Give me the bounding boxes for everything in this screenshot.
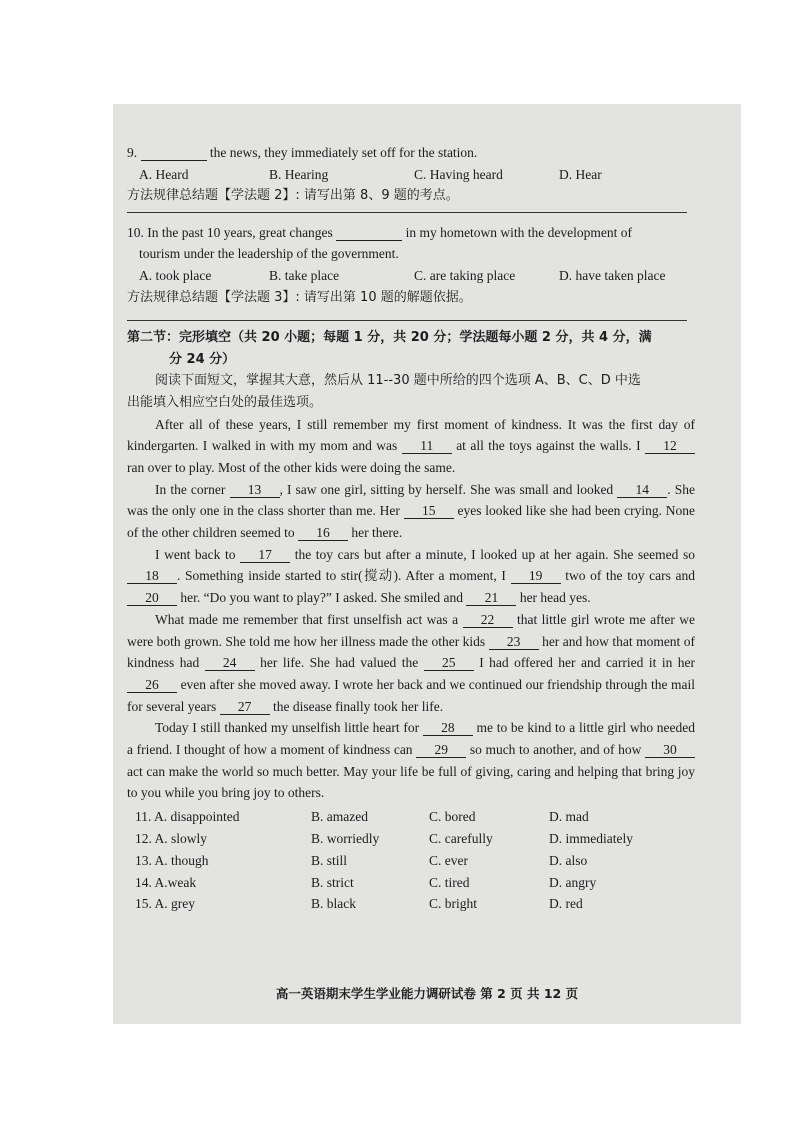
passage-text: her life. She had valued the [260, 655, 419, 671]
paragraph-2 [127, 479, 695, 544]
paragraph-4 [127, 609, 695, 718]
option-a: A. took place [139, 267, 212, 283]
method-question-3: 方法规律总结题【学法题 3】: 请写出第 10 题的解题依据。 [127, 289, 472, 305]
choice-12-c: C. carefully [429, 830, 493, 846]
method-question-2: 方法规律总结题【学法题 2】: 请写出第 8、9 题的考点。 [127, 188, 459, 204]
cloze-blank: 27 [220, 699, 270, 715]
choice-14-b: B. strict [311, 874, 354, 890]
passage-text: so much to another, and of how [469, 742, 642, 758]
passage-text: . Something inside started to stir(搅动). After a moment, I [177, 568, 506, 584]
cloze-passage [127, 414, 695, 805]
cloze-blank: 13 [230, 482, 280, 498]
question-10-options [127, 265, 695, 287]
passage-text: her and how that moment of kindness had [127, 633, 696, 671]
question-9 [127, 142, 695, 164]
answer-line [127, 212, 687, 213]
choice-14-a: 14. A.weak [135, 874, 197, 890]
answer-choices [127, 806, 695, 915]
question-10 [127, 222, 695, 244]
section-instructions: 阅读下面短文，掌握其大意，然后从 11--30 题中所给的四个选项 A、B、C、D 中选 [155, 373, 641, 389]
cloze-blank: 25 [424, 655, 474, 671]
choice-14-c: C. tired [429, 874, 470, 890]
choice-12-d: D. immediately [549, 830, 633, 846]
section-instructions-cont: 出能填入相应空白处的最佳选项。 [127, 394, 323, 410]
choice-15-d: D. red [549, 896, 583, 912]
choice-13-a: 13. A. though [135, 852, 209, 868]
question-10-line2: tourism under the leadership of the government. [139, 246, 399, 262]
passage-text: Today I still thanked my unselfish little heart for [155, 720, 420, 736]
passage-text: I had offered her and carried it in her [479, 655, 696, 671]
choice-11-d: D. mad [549, 809, 589, 825]
passage-text: that little girl wrote me after we were both grown. She told me how her illness made the other kids [127, 611, 696, 649]
question-text: the news, they immediately set off for the station. [209, 145, 478, 160]
cloze-blank: 26 [127, 677, 177, 693]
question-text: In the past 10 years, great changes [147, 224, 333, 240]
cloze-blank: 28 [423, 720, 473, 736]
option-a: A. Heard [139, 166, 189, 182]
passage-text: her there. [351, 525, 403, 541]
paragraph-5 [127, 717, 695, 804]
passage-text: two of the toy cars and [565, 568, 696, 584]
cloze-blank: 20 [127, 590, 177, 606]
cloze-blank: 16 [298, 525, 348, 541]
passage-text: her. “Do you want to play?” I asked. She smiled and [180, 590, 464, 606]
choice-11-c: C. bored [429, 809, 476, 825]
passage-text: eyes looked like she had been crying. None of the other children seemed to [127, 503, 696, 541]
choice-14-d: D. angry [549, 874, 597, 890]
exam-content [127, 142, 695, 915]
option-c: C. Having heard [414, 166, 503, 182]
passage-text: the toy cars but after a minute, I looked up at her again. She seemed so [294, 546, 695, 562]
passage-text: the disease finally took her life. [272, 698, 444, 714]
cloze-blank: 17 [240, 547, 290, 563]
question-9-options [127, 164, 695, 186]
passage-text: ran over to play. Most of the other kids were doing the same. [127, 459, 456, 475]
section-title-cont: 分 24 分） [169, 351, 236, 367]
passage-text: , I saw one girl, sitting by herself. She was small and looked [279, 481, 614, 497]
passage-text: After all of these years, I still remember my first moment of kindness. It was the first day of kindergarten. I walked in with my mom and was [127, 416, 695, 454]
cloze-blank: 14 [617, 482, 667, 498]
page-footer: 高一英语期末学生学业能力调研试卷 第 2 页 共 12 页 [275, 986, 579, 1001]
passage-text: What made me remember that first unselfish act was a [155, 611, 459, 627]
choice-13-d: D. also [549, 852, 588, 868]
option-d: D. have taken place [559, 267, 666, 283]
cloze-blank: 24 [205, 655, 255, 671]
passage-text: even after she moved away. I wrote her back and we continued our friendship through the mail for several years [127, 676, 695, 714]
paragraph-3 [127, 544, 695, 609]
answer-blank [336, 225, 402, 241]
answer-blank [141, 145, 207, 161]
passage-text: me to be kind to a little girl who needed a friend. I thought of how a moment of kindness can [127, 720, 696, 758]
cloze-blank: 21 [466, 590, 516, 606]
exam-page [113, 104, 741, 1024]
choice-13-c: C. ever [429, 852, 468, 868]
passage-text: at all the toys against the walls. I [456, 438, 641, 454]
passage-text: I went back to [155, 546, 236, 562]
cloze-blank: 15 [404, 503, 454, 519]
choice-15-a: 15. A. grey [135, 896, 195, 912]
choice-12-b: B. worriedly [311, 830, 380, 846]
choice-15-b: B. black [311, 896, 356, 912]
passage-text: In the corner [155, 481, 226, 497]
passage-text: her head yes. [519, 590, 591, 606]
cloze-blank: 19 [511, 568, 561, 584]
choice-13-b: B. still [311, 852, 348, 868]
passage-text: . She was the only one in the class shorter than me. Her [127, 481, 695, 519]
choice-11-b: B. amazed [311, 809, 368, 825]
paragraph-1 [127, 414, 695, 479]
option-c: C. are taking place [414, 267, 516, 283]
choice-11-a: 11. A. disappointed [135, 809, 240, 825]
option-b: B. Hearing [269, 166, 329, 182]
cloze-blank: 12 [645, 438, 695, 454]
section-title: 第二节：完形填空（共 20 小题；每题 1 分，共 20 分；学法题每小题 2 分，共 4 分，满 [127, 330, 652, 346]
cloze-blank: 22 [463, 612, 513, 628]
question-number: 10. [127, 224, 144, 240]
cloze-blank: 18 [127, 568, 177, 584]
passage-text: act can make the world so much better. May your life be full of giving, caring and helping that bring joy to you while you bring joy to others. [127, 763, 695, 801]
question-text-cont: in my hometown with the development of [405, 224, 633, 240]
option-b: B. take place [269, 267, 340, 283]
cloze-blank: 23 [489, 634, 539, 650]
option-d: D. Hear [559, 166, 602, 182]
cloze-blank: 30 [645, 742, 695, 758]
choice-15-c: C. bright [429, 896, 478, 912]
choice-12-a: 12. A. slowly [135, 830, 208, 846]
cloze-blank: 29 [416, 742, 466, 758]
question-number: 9. [127, 145, 138, 160]
answer-line [127, 320, 687, 321]
cloze-blank: 11 [402, 438, 452, 454]
